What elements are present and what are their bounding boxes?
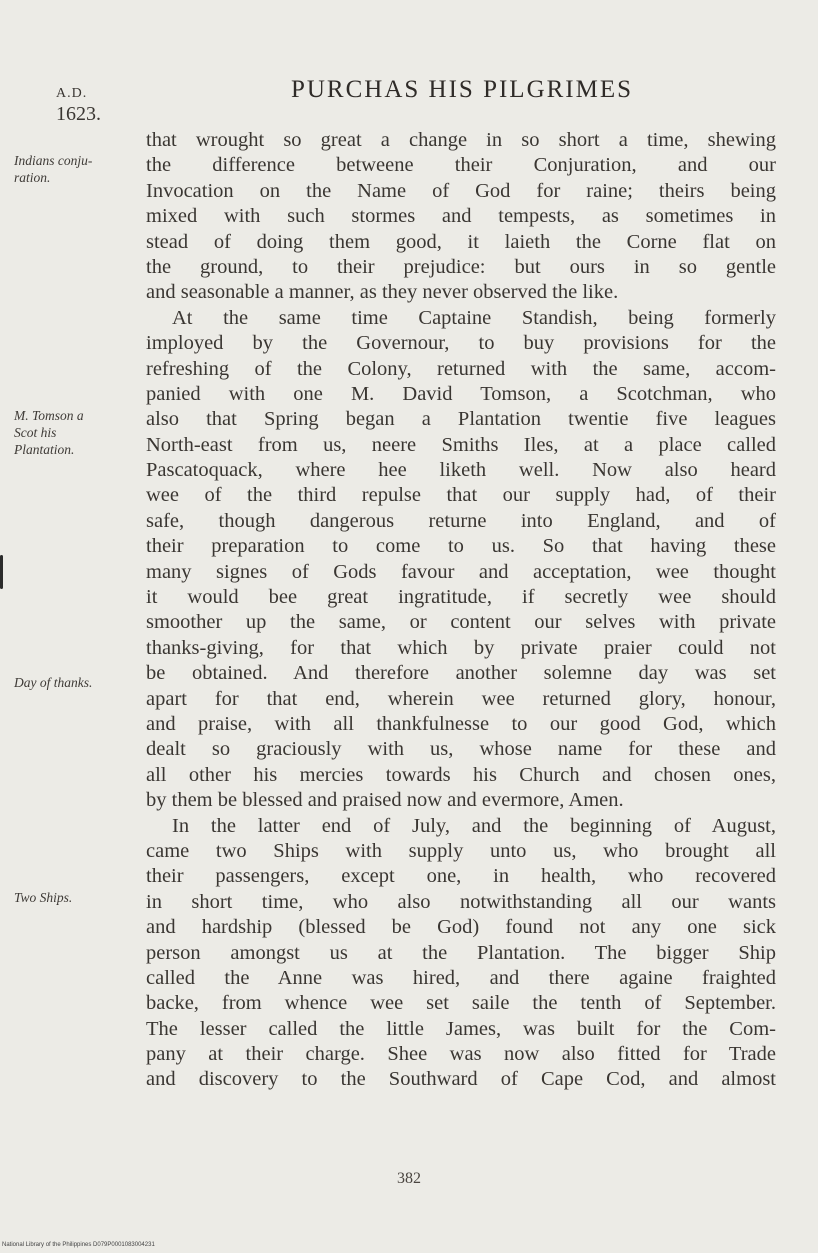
text-line: in short time, who also notwithstanding all our wants: [146, 890, 776, 913]
scan-edge-mark: [0, 555, 3, 589]
running-head: PURCHAS HIS PILGRIMES: [290, 76, 634, 103]
text-line: pany at their charge. Shee was now also fitted for Trade: [146, 1043, 776, 1066]
text-line: refreshing of the Colony, returned with the same, accom-: [146, 357, 776, 380]
text-line: Invocation on the Name of God for raine; theirs being: [146, 179, 776, 202]
text-line: it would bee great ingratitude, if secretly wee should: [146, 586, 776, 609]
margin-note-thanks: Day of thanks.: [14, 675, 93, 690]
text-line: their passengers, except one, in health, who recovered: [146, 865, 776, 888]
text-line: and hardship (blessed be God) found not any one sick: [146, 916, 776, 939]
page-number: 382: [397, 1170, 421, 1187]
text-line: their preparation to come to us. So that having these: [146, 535, 776, 558]
text-line: and praise, with all thankfulnesse to our good God, which: [146, 712, 776, 735]
margin-note-ships: Two Ships.: [14, 890, 73, 905]
text-line: came two Ships with supply unto us, who brought all: [146, 839, 776, 862]
text-line: person amongst us at the Plantation. The bigger Ship: [146, 941, 776, 964]
text-line: stead of doing them good, it laieth the Corne flat on: [146, 230, 776, 253]
scan-credit: National Library of the Philippines D079P0001083004231: [2, 1242, 155, 1248]
text-line: dealt so graciously with us, whose name for these and: [146, 738, 776, 761]
text-line: imployed by the Governour, to buy provisions for the: [146, 332, 776, 355]
text-line: North-east from us, neere Smiths Iles, at a place called: [146, 433, 776, 456]
text-line: smoother up the same, or content our selves with private: [146, 611, 776, 634]
text-line: that wrought so great a change in so short a time, shewing: [146, 129, 776, 151]
text-line: In the latter end of July, and the beginning of August,: [172, 814, 776, 837]
text-line: At the same time Captaine Standish, being formerly: [172, 306, 776, 329]
text-line: panied with one M. David Tomson, a Scotchman, who: [146, 382, 776, 405]
year-label: [56, 84, 126, 124]
text-line: mixed with such stormes and tempests, as sometimes in: [146, 205, 776, 228]
era-label: A.D.: [56, 86, 88, 101]
text-line: wee of the third repulse that our supply had, of their: [146, 484, 776, 507]
text-line: the difference betweene their Conjuration, and our: [146, 154, 776, 177]
text-line: and seasonable a manner, as they never observed the like.: [146, 281, 619, 304]
text-line: and discovery to the Southward of Cape Cod, and almost: [146, 1068, 776, 1091]
text-line: the ground, to their prejudice: but ours in so gentle: [146, 255, 776, 278]
year-number: 1623.: [56, 103, 101, 125]
margin-note-conjuration: Indians conju- ration.: [14, 153, 93, 185]
text-line: many signes of Gods favour and acceptation, wee thought: [146, 560, 776, 583]
text-line: called the Anne was hired, and there againe fraighted: [146, 966, 776, 989]
text-line: safe, though dangerous returne into England, and of: [146, 509, 776, 532]
text-line: be obtained. And therefore another solemne day was set: [146, 662, 776, 685]
text-line: The lesser called the little James, was built for the Com-: [146, 1017, 776, 1040]
text-line: all other his mercies towards his Church and chosen ones,: [146, 763, 776, 786]
text-line: backe, from whence wee set saile the tenth of September.: [146, 992, 776, 1015]
text-line: Pascatoquack, where hee liketh well. Now also heard: [146, 459, 776, 482]
text-line: also that Spring began a Plantation twentie five leagues: [146, 408, 776, 431]
text-line: thanks-giving, for that which by private praier could not: [146, 636, 776, 659]
margin-note-tomson: M. Tomson a Scot his Plantation.: [14, 408, 84, 457]
text-line: apart for that end, wherein wee returned glory, honour,: [146, 687, 776, 710]
body-text: [146, 128, 776, 1093]
text-line: by them be blessed and praised now and evermore, Amen.: [146, 789, 624, 812]
